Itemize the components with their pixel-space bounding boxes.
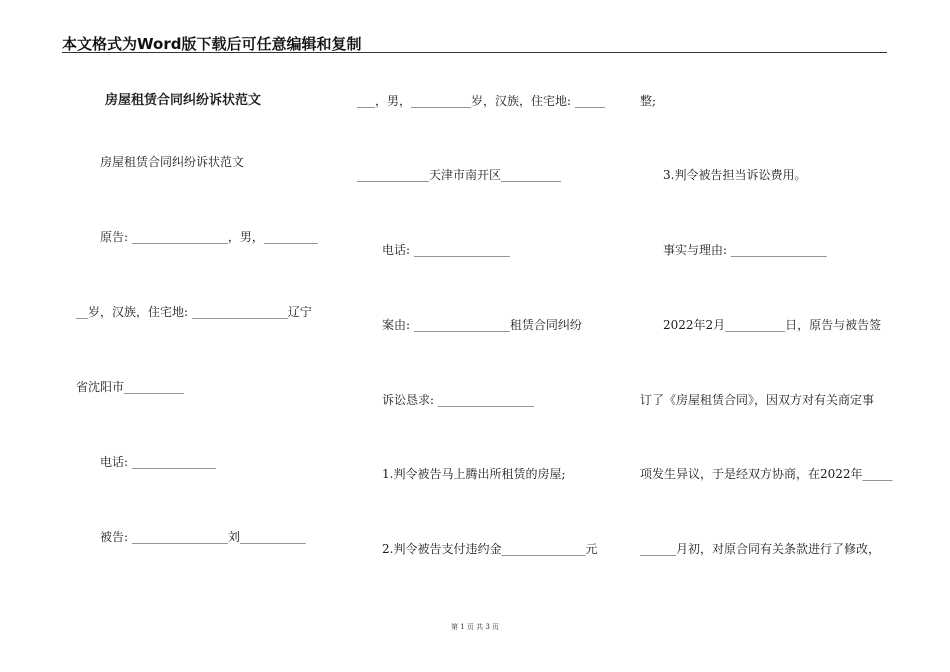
page-number-footer: 第 1 页 共 3 页 [450,623,500,631]
text-line: 3.判令被告担当诉讼费用。 [663,168,807,182]
text-line: ______月初，对原合同有关条款进行了修改， [640,542,881,556]
text-line: 项发生异议，于是经双方协商，在2022年_____ [640,467,893,481]
header-divider [62,52,887,53]
text-line: 房屋租赁合同纠纷诉状范文 [100,155,245,169]
text-line: 2.判令被告支付违约金______________元 [382,542,598,556]
text-line: 1.判令被告马上腾出所租赁的房屋; [382,467,566,481]
text-line: 电话: ______________ [100,455,216,469]
document-header-banner: 本文格式为Word版下载后可任意编辑和复制 [62,35,362,53]
text-line: 案由: ________________租赁合同纠纷 [382,318,582,332]
text-line: 事实与理由: ________________ [663,243,827,257]
text-line: 整; [640,94,657,108]
text-line: 2022年2月__________日，原告与被告签 [663,318,882,332]
text-line: 原告: ________________，男，_________ [100,230,318,244]
text-line: 电话: ________________ [382,243,510,257]
text-line: 诉讼恳求: ________________ [382,393,534,407]
text-line: __岁，汉族，住宅地: ________________辽宁 [76,305,312,319]
text-line: 省沈阳市__________ [76,380,185,394]
text-line: ____________天津市南开区__________ [357,168,562,182]
document-title: 房屋租赁合同纠纷诉状范文 [105,93,262,108]
text-line: ___，男，__________岁，汉族，住宅地: _____ [357,94,605,108]
text-line: 被告: ________________刘___________ [100,530,306,544]
text-line: 订了《房屋租赁合同》，因双方对有关商定事 [640,393,875,407]
